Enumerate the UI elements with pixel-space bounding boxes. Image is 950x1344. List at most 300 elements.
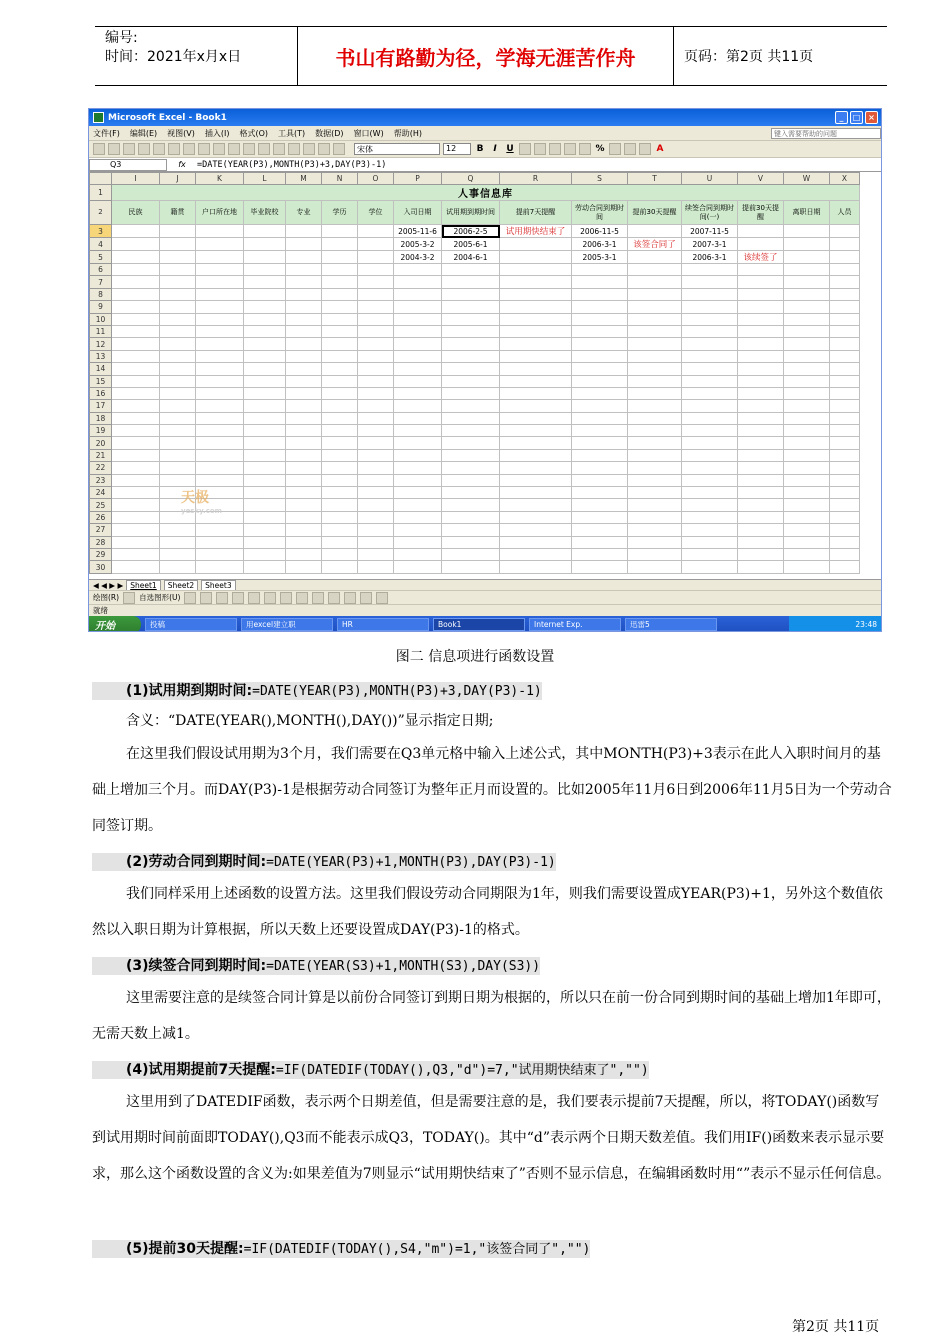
cell[interactable] <box>358 264 394 276</box>
cell[interactable] <box>442 301 500 313</box>
arrow-icon[interactable] <box>200 592 212 604</box>
cell[interactable] <box>830 375 860 387</box>
cell[interactable] <box>244 301 286 313</box>
cell[interactable]: 2004-6-1 <box>442 251 500 264</box>
cell[interactable] <box>830 276 860 288</box>
cell[interactable] <box>830 387 860 399</box>
cell[interactable] <box>738 375 784 387</box>
cell[interactable] <box>244 449 286 461</box>
cell[interactable] <box>500 338 572 350</box>
close-icon[interactable]: × <box>865 111 878 124</box>
cell[interactable] <box>112 462 160 474</box>
clipart-icon[interactable] <box>280 592 292 604</box>
sheet-tab-sheet3[interactable]: Sheet3 <box>201 580 235 591</box>
cell[interactable] <box>286 400 322 412</box>
bold-button[interactable]: B <box>476 144 484 154</box>
print-icon[interactable] <box>138 143 150 155</box>
cell[interactable] <box>784 363 830 375</box>
row-header[interactable]: 24 <box>90 487 112 499</box>
cell[interactable]: 2005-11-6 <box>394 225 442 238</box>
cell[interactable] <box>442 437 500 449</box>
drawing-icon[interactable] <box>318 143 330 155</box>
cell[interactable] <box>628 276 682 288</box>
cell[interactable] <box>628 548 682 560</box>
cell[interactable] <box>682 276 738 288</box>
cell[interactable] <box>682 350 738 362</box>
cell[interactable] <box>738 412 784 424</box>
column-header[interactable]: V <box>738 173 784 185</box>
cell[interactable] <box>628 511 682 523</box>
cell[interactable] <box>830 499 860 511</box>
cell[interactable] <box>572 313 628 325</box>
cell[interactable] <box>358 375 394 387</box>
cell[interactable] <box>112 338 160 350</box>
cell[interactable] <box>196 264 244 276</box>
cell[interactable] <box>442 338 500 350</box>
cell[interactable] <box>572 536 628 548</box>
menu-item[interactable]: 编辑(E) <box>129 128 158 138</box>
cell[interactable] <box>244 251 286 264</box>
taskbar-item[interactable]: 投稿 <box>145 618 237 631</box>
cell[interactable] <box>682 412 738 424</box>
header-cell[interactable]: 户口所在地 <box>196 201 244 225</box>
cell[interactable] <box>112 474 160 486</box>
cell[interactable] <box>322 301 358 313</box>
cell[interactable] <box>196 425 244 437</box>
cell[interactable] <box>112 313 160 325</box>
cell[interactable] <box>572 350 628 362</box>
cell[interactable] <box>112 276 160 288</box>
minimize-icon[interactable]: _ <box>835 111 848 124</box>
cell[interactable] <box>830 487 860 499</box>
cell[interactable] <box>358 325 394 337</box>
cell[interactable] <box>784 524 830 536</box>
cell[interactable] <box>394 288 442 300</box>
cell[interactable] <box>500 288 572 300</box>
cell[interactable] <box>196 350 244 362</box>
cell[interactable] <box>286 524 322 536</box>
cell[interactable] <box>830 225 860 238</box>
cell[interactable] <box>244 375 286 387</box>
cell[interactable] <box>196 375 244 387</box>
merge-icon[interactable] <box>564 143 576 155</box>
cell[interactable] <box>358 437 394 449</box>
cell[interactable] <box>358 276 394 288</box>
cell[interactable] <box>394 536 442 548</box>
cell[interactable] <box>784 474 830 486</box>
cell[interactable] <box>784 325 830 337</box>
cell[interactable] <box>830 449 860 461</box>
cell[interactable] <box>244 400 286 412</box>
cell[interactable] <box>572 412 628 424</box>
cell[interactable] <box>738 301 784 313</box>
cell[interactable] <box>738 499 784 511</box>
cell[interactable] <box>442 425 500 437</box>
cell[interactable] <box>286 338 322 350</box>
cell[interactable] <box>286 325 322 337</box>
cell[interactable] <box>244 276 286 288</box>
cell[interactable] <box>628 387 682 399</box>
cell[interactable]: 2006-11-5 <box>572 225 628 238</box>
cell[interactable] <box>160 474 196 486</box>
cell[interactable] <box>112 524 160 536</box>
row-header[interactable]: 23 <box>90 474 112 486</box>
cell[interactable] <box>196 437 244 449</box>
cell[interactable] <box>286 511 322 523</box>
cell[interactable] <box>442 264 500 276</box>
cell[interactable] <box>322 325 358 337</box>
cell[interactable] <box>244 264 286 276</box>
cell[interactable] <box>628 437 682 449</box>
cell[interactable] <box>322 387 358 399</box>
cell[interactable] <box>394 276 442 288</box>
row-header[interactable]: 5 <box>90 251 112 264</box>
sheet-tab-sheet1[interactable]: Sheet1 <box>126 580 160 591</box>
shadow-icon[interactable] <box>360 592 372 604</box>
cell[interactable] <box>112 301 160 313</box>
cell[interactable] <box>322 225 358 238</box>
cell[interactable] <box>682 524 738 536</box>
cell[interactable] <box>196 387 244 399</box>
cell[interactable] <box>500 425 572 437</box>
cell[interactable] <box>322 548 358 560</box>
cell[interactable] <box>738 264 784 276</box>
row-header[interactable]: 7 <box>90 276 112 288</box>
font-name-select[interactable]: 宋体 <box>354 143 440 155</box>
cell[interactable] <box>442 487 500 499</box>
cell[interactable] <box>830 264 860 276</box>
menu-item[interactable]: 文件(F) <box>93 128 120 138</box>
cell[interactable] <box>830 400 860 412</box>
cell[interactable] <box>738 437 784 449</box>
cell[interactable] <box>442 400 500 412</box>
cell[interactable] <box>500 499 572 511</box>
cell[interactable] <box>286 363 322 375</box>
cell[interactable] <box>784 313 830 325</box>
cell[interactable] <box>830 363 860 375</box>
cell[interactable] <box>286 251 322 264</box>
cell[interactable] <box>112 425 160 437</box>
cell[interactable] <box>572 400 628 412</box>
cell[interactable] <box>572 288 628 300</box>
cell[interactable] <box>738 288 784 300</box>
cell[interactable] <box>830 474 860 486</box>
header-cell[interactable]: 学位 <box>358 201 394 225</box>
cell[interactable] <box>112 449 160 461</box>
cell[interactable] <box>830 325 860 337</box>
cell[interactable] <box>244 548 286 560</box>
cell[interactable] <box>442 313 500 325</box>
cell[interactable] <box>244 487 286 499</box>
start-button[interactable]: 开始 <box>89 616 141 632</box>
cell[interactable] <box>160 561 196 573</box>
zoom-icon[interactable] <box>333 143 345 155</box>
cell[interactable] <box>286 412 322 424</box>
cell[interactable] <box>682 387 738 399</box>
cell[interactable] <box>500 276 572 288</box>
cell[interactable] <box>784 350 830 362</box>
menu-item[interactable]: 工具(T) <box>278 128 306 138</box>
align-right-icon[interactable] <box>549 143 561 155</box>
cell[interactable] <box>112 264 160 276</box>
cell[interactable] <box>784 225 830 238</box>
cell[interactable] <box>160 264 196 276</box>
cell[interactable] <box>830 412 860 424</box>
cell[interactable] <box>286 462 322 474</box>
rectangle-icon[interactable] <box>216 592 228 604</box>
cell[interactable] <box>322 474 358 486</box>
header-cell[interactable]: 毕业院校 <box>244 201 286 225</box>
cell[interactable] <box>112 499 160 511</box>
save-icon[interactable] <box>123 143 135 155</box>
row-header[interactable]: 17 <box>90 400 112 412</box>
cell[interactable] <box>784 425 830 437</box>
cell[interactable] <box>784 338 830 350</box>
header-cell[interactable]: 提前30天提醒 <box>628 201 682 225</box>
cell[interactable] <box>442 449 500 461</box>
hyperlink-icon[interactable] <box>258 143 270 155</box>
cell[interactable] <box>196 238 244 251</box>
row-header[interactable]: 22 <box>90 462 112 474</box>
row-header[interactable]: 3 <box>90 225 112 238</box>
cell[interactable] <box>628 313 682 325</box>
cell[interactable] <box>286 375 322 387</box>
cell[interactable] <box>322 276 358 288</box>
cell[interactable] <box>358 425 394 437</box>
font-color-icon[interactable] <box>344 592 356 604</box>
cell[interactable] <box>112 225 160 238</box>
menu-item[interactable]: 插入(I) <box>204 128 230 138</box>
taskbar-item[interactable]: Book1 <box>433 618 525 631</box>
borders-icon[interactable] <box>624 143 636 155</box>
cell[interactable] <box>682 375 738 387</box>
header-cell[interactable]: 学历 <box>322 201 358 225</box>
cell[interactable] <box>112 412 160 424</box>
italic-button[interactable]: I <box>493 144 497 154</box>
underline-button[interactable]: U <box>506 144 514 154</box>
column-header[interactable]: L <box>244 173 286 185</box>
cell[interactable] <box>244 338 286 350</box>
cell[interactable] <box>572 375 628 387</box>
cell[interactable] <box>322 412 358 424</box>
row-header[interactable]: 12 <box>90 338 112 350</box>
cell[interactable] <box>112 548 160 560</box>
cell[interactable] <box>572 264 628 276</box>
cell[interactable] <box>112 400 160 412</box>
cell[interactable] <box>160 325 196 337</box>
column-header[interactable]: J <box>160 173 196 185</box>
cell[interactable] <box>572 561 628 573</box>
cell[interactable] <box>112 437 160 449</box>
cell[interactable] <box>244 561 286 573</box>
cell[interactable] <box>500 449 572 461</box>
help-search-input[interactable]: 键入需要帮助的问题 <box>771 128 881 139</box>
cell[interactable] <box>738 225 784 238</box>
cell[interactable] <box>244 499 286 511</box>
header-cell[interactable]: 籍贯 <box>160 201 196 225</box>
cell[interactable] <box>244 288 286 300</box>
cell[interactable] <box>738 561 784 573</box>
cell[interactable] <box>738 350 784 362</box>
row-header[interactable]: 28 <box>90 536 112 548</box>
cell[interactable] <box>160 462 196 474</box>
cell[interactable] <box>394 511 442 523</box>
column-header[interactable]: P <box>394 173 442 185</box>
cell[interactable] <box>358 363 394 375</box>
cell[interactable] <box>500 548 572 560</box>
cell[interactable] <box>112 536 160 548</box>
cell[interactable] <box>286 238 322 251</box>
cell[interactable] <box>322 499 358 511</box>
menu-item[interactable]: 帮助(H) <box>393 128 422 138</box>
line-icon[interactable] <box>184 592 196 604</box>
cell[interactable] <box>160 288 196 300</box>
percent-button[interactable]: % <box>595 144 605 154</box>
cell[interactable] <box>682 301 738 313</box>
currency-icon[interactable] <box>579 143 591 155</box>
cell[interactable] <box>358 499 394 511</box>
cell[interactable] <box>322 350 358 362</box>
cell[interactable] <box>500 561 572 573</box>
font-size-select[interactable]: 12 <box>443 143 471 155</box>
cell[interactable] <box>442 561 500 573</box>
cell[interactable] <box>358 449 394 461</box>
corner-cell[interactable] <box>90 173 112 185</box>
cell[interactable] <box>442 536 500 548</box>
cell[interactable] <box>500 387 572 399</box>
cell[interactable] <box>244 238 286 251</box>
cell[interactable] <box>500 238 572 251</box>
cell[interactable] <box>394 387 442 399</box>
cell[interactable] <box>572 474 628 486</box>
cell[interactable] <box>244 325 286 337</box>
cell[interactable] <box>322 363 358 375</box>
preview-icon[interactable] <box>153 143 165 155</box>
cell[interactable] <box>682 288 738 300</box>
cell[interactable] <box>738 363 784 375</box>
cell[interactable] <box>830 511 860 523</box>
cell[interactable] <box>358 387 394 399</box>
cell[interactable] <box>160 350 196 362</box>
cell[interactable]: 2006-3-1 <box>572 238 628 251</box>
cell[interactable] <box>500 524 572 536</box>
cell[interactable] <box>394 350 442 362</box>
header-cell[interactable]: 试用期到期时间 <box>442 201 500 225</box>
cell[interactable] <box>286 548 322 560</box>
cell[interactable] <box>784 536 830 548</box>
cell[interactable] <box>322 524 358 536</box>
cell[interactable] <box>196 301 244 313</box>
cell[interactable] <box>500 536 572 548</box>
cell[interactable] <box>322 288 358 300</box>
cell[interactable] <box>572 338 628 350</box>
cell[interactable] <box>244 387 286 399</box>
cell[interactable] <box>738 474 784 486</box>
cell[interactable] <box>442 462 500 474</box>
fill-icon[interactable] <box>312 592 324 604</box>
cell[interactable] <box>830 425 860 437</box>
cell[interactable] <box>682 474 738 486</box>
row-header[interactable]: 14 <box>90 363 112 375</box>
column-header[interactable]: X <box>830 173 860 185</box>
cell[interactable] <box>500 474 572 486</box>
row-header[interactable]: 18 <box>90 412 112 424</box>
cell[interactable] <box>500 487 572 499</box>
cell[interactable] <box>738 511 784 523</box>
cell[interactable] <box>286 561 322 573</box>
row-header[interactable]: 11 <box>90 325 112 337</box>
cell[interactable] <box>394 449 442 461</box>
cell[interactable] <box>830 288 860 300</box>
cell[interactable] <box>572 437 628 449</box>
cell[interactable] <box>572 487 628 499</box>
cell[interactable] <box>322 400 358 412</box>
cell[interactable] <box>784 437 830 449</box>
cell[interactable] <box>628 561 682 573</box>
cell[interactable] <box>628 225 682 238</box>
cell[interactable] <box>682 400 738 412</box>
cell[interactable] <box>442 363 500 375</box>
sum-icon[interactable] <box>273 143 285 155</box>
cell[interactable] <box>394 400 442 412</box>
cell[interactable] <box>572 548 628 560</box>
formula-input[interactable]: =DATE(YEAR(P3),MONTH(P3)+3,DAY(P3)-1) <box>197 159 387 170</box>
cell[interactable] <box>358 548 394 560</box>
cell[interactable] <box>572 363 628 375</box>
cell[interactable] <box>830 313 860 325</box>
taskbar-item[interactable]: HR <box>337 618 429 631</box>
cell[interactable] <box>322 437 358 449</box>
cell[interactable] <box>160 276 196 288</box>
cell[interactable] <box>358 561 394 573</box>
column-header[interactable]: R <box>500 173 572 185</box>
cell[interactable] <box>572 524 628 536</box>
cell[interactable] <box>682 462 738 474</box>
cell[interactable]: 2005-6-1 <box>442 238 500 251</box>
cell[interactable] <box>160 301 196 313</box>
cell[interactable] <box>160 363 196 375</box>
menu-item[interactable]: 视图(V) <box>167 128 195 138</box>
header-cell[interactable]: 提前7天提醒 <box>500 201 572 225</box>
cell[interactable] <box>196 561 244 573</box>
cell[interactable] <box>442 387 500 399</box>
cell[interactable] <box>196 276 244 288</box>
cell[interactable] <box>500 363 572 375</box>
cell[interactable] <box>160 449 196 461</box>
cell[interactable] <box>196 325 244 337</box>
cell[interactable] <box>112 251 160 264</box>
row-header[interactable]: 4 <box>90 238 112 251</box>
cell[interactable] <box>196 225 244 238</box>
cell[interactable] <box>322 425 358 437</box>
cell[interactable] <box>628 301 682 313</box>
cell[interactable] <box>244 363 286 375</box>
cell[interactable] <box>196 400 244 412</box>
menu-item[interactable]: 格式(O) <box>239 128 269 138</box>
cell[interactable] <box>160 548 196 560</box>
paste-icon[interactable] <box>213 143 225 155</box>
cell[interactable] <box>160 437 196 449</box>
cell[interactable]: 2006-2-5 <box>442 225 500 238</box>
cell[interactable] <box>500 437 572 449</box>
cell[interactable] <box>286 487 322 499</box>
cell[interactable] <box>628 400 682 412</box>
cell[interactable] <box>830 338 860 350</box>
cell[interactable] <box>572 462 628 474</box>
cell[interactable] <box>738 387 784 399</box>
cell[interactable] <box>628 375 682 387</box>
row-header[interactable]: 20 <box>90 437 112 449</box>
